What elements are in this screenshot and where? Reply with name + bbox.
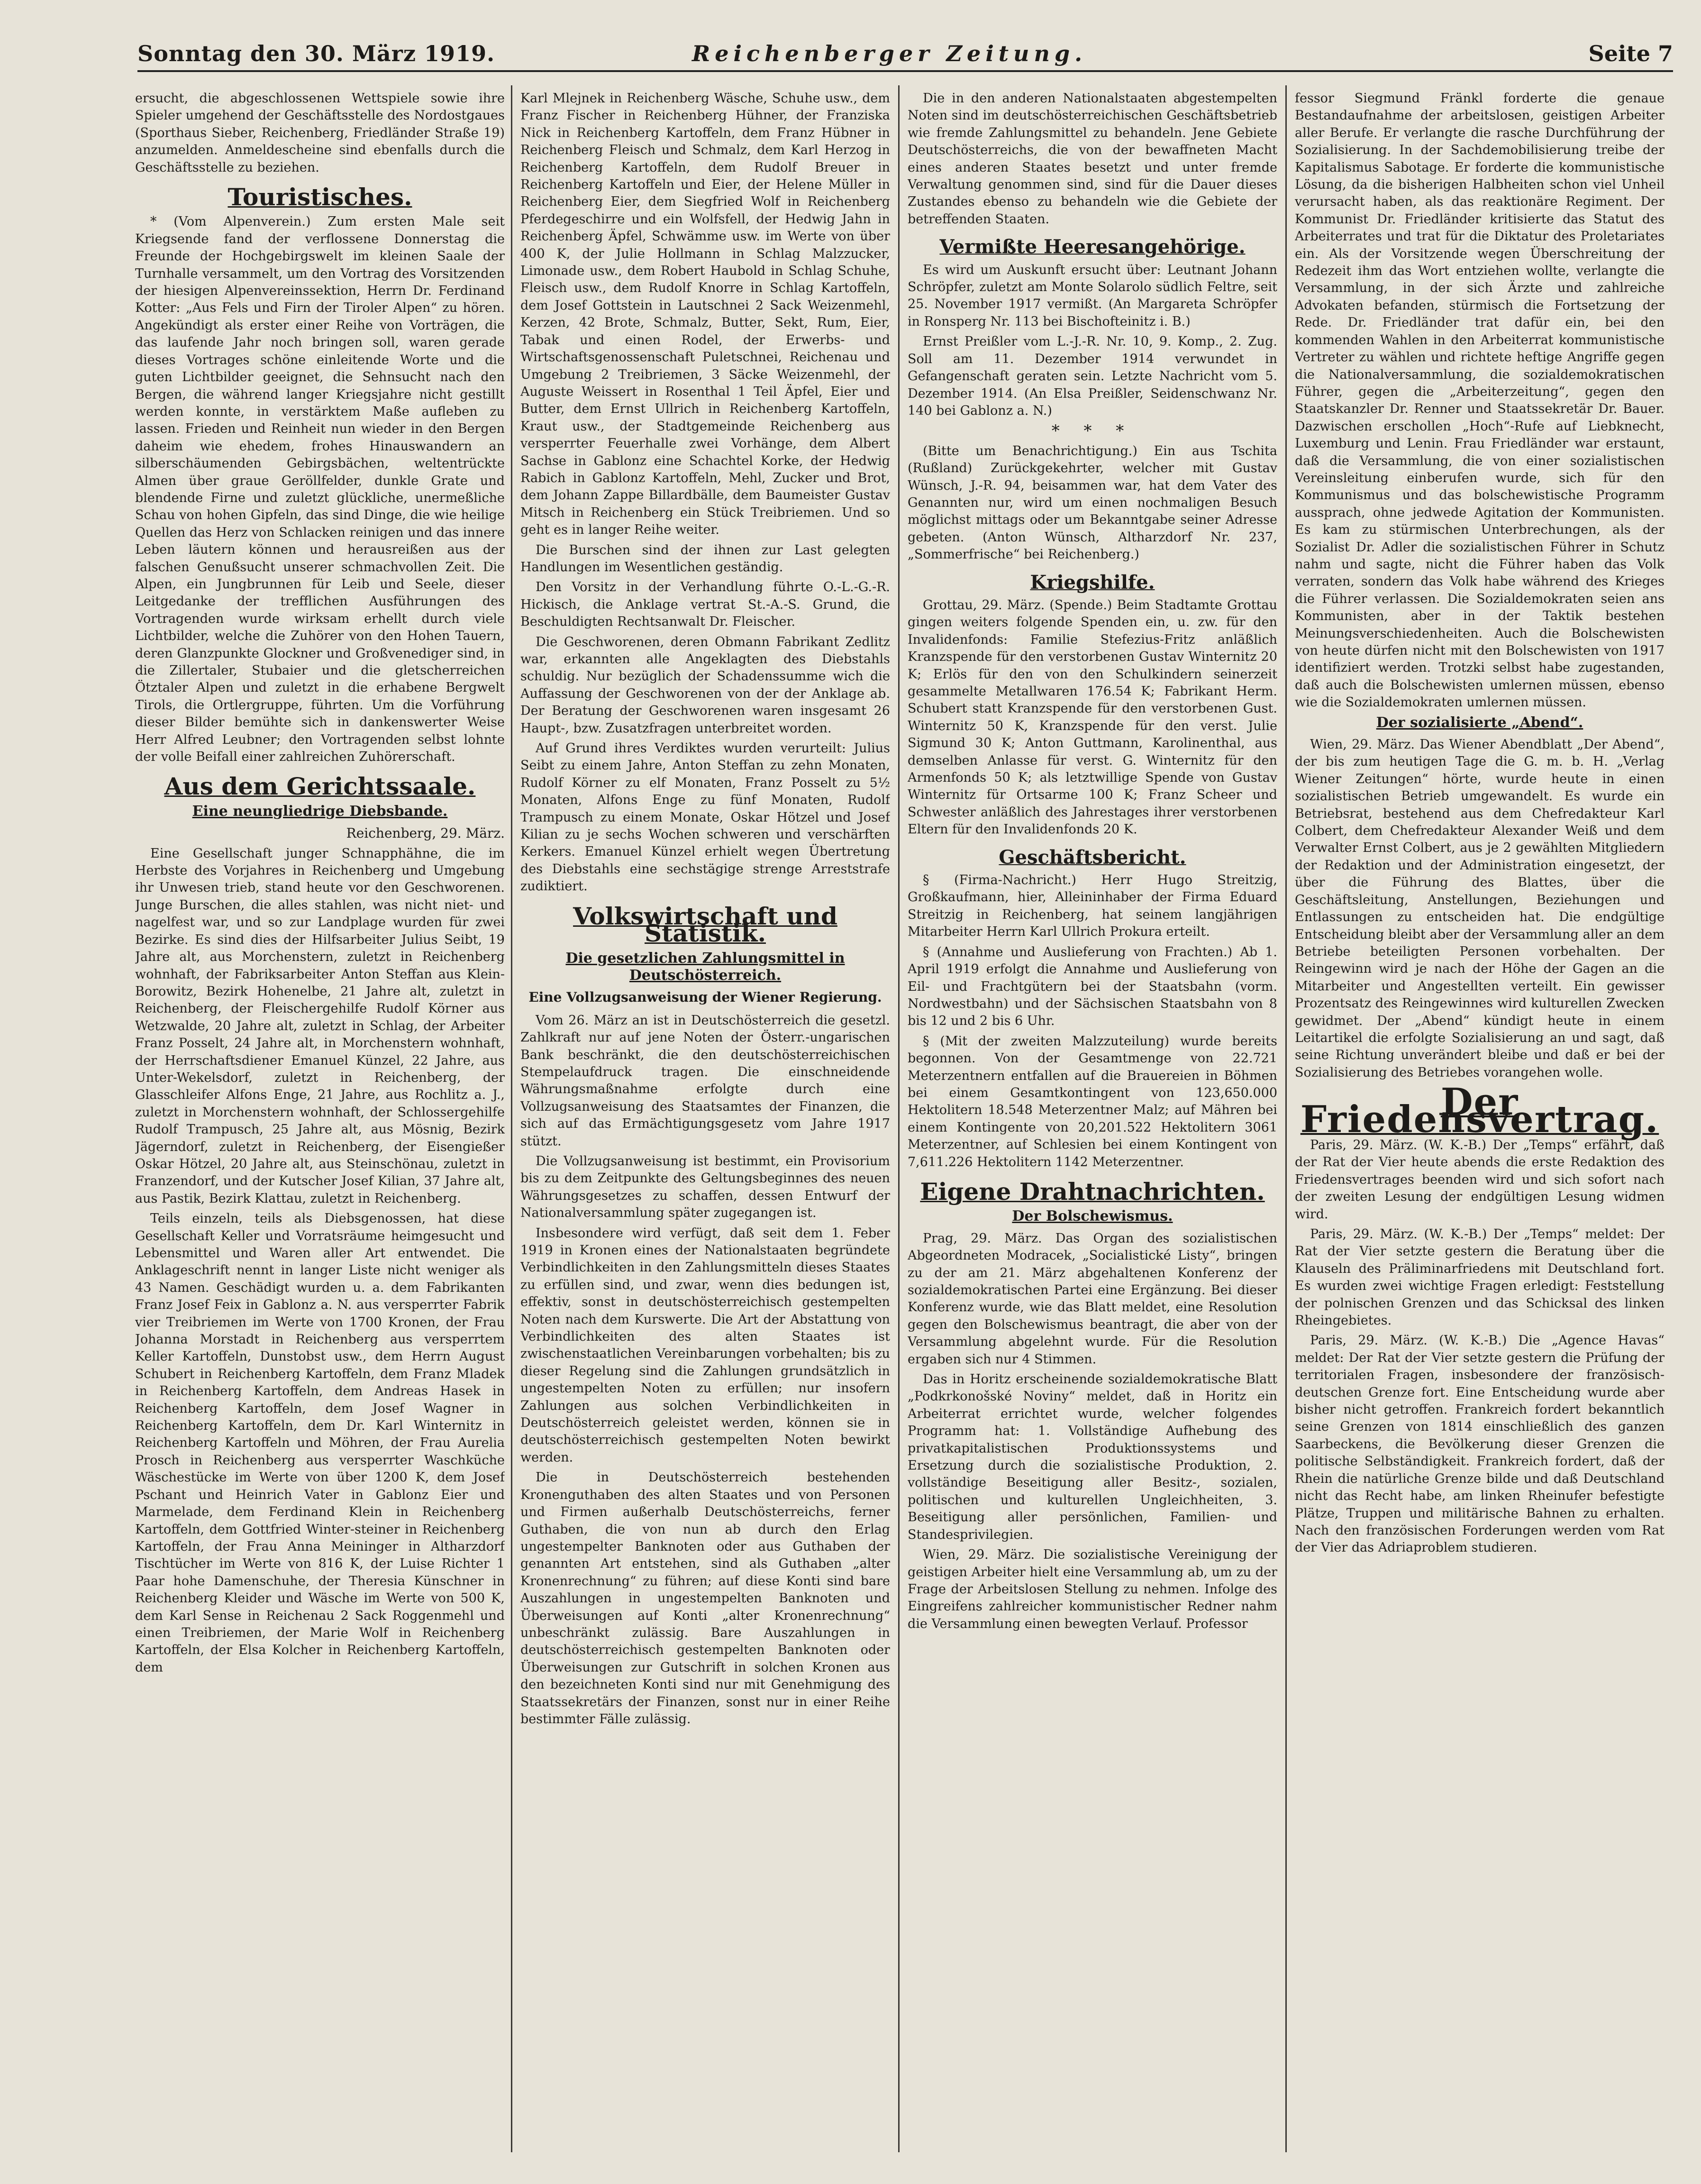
paragraph: Grottau, 29. März. (Spende.) Beim Stadtamte Grottau gingen weiters folgende Spenden ein, u. zw. für den Invalidenfonds: Familie Stefezius-Fritz anläßlich Kranzspende für den verstorbenen Gustav Winternitz 20 K; Erlös für den von den Schulkindern seinerzeit gesammelte Metallwaren 176.54 K; Fabrikant Herm. Schubert statt Kranzspende für den verstorbenen Gust. Winternitz 50 K, Kranzspende für den verst. Julie Sigmund 30 K; Anton Guttmann, Karolinenthal, aus demselben Anlasse für verst. G. Winternitz für den Armenfonds 50 K; als letztwillige Spende von Gustav Winternitz für Ortsarme 100 K; Franz Scheer und Schwester anläßlich des Jahrestages ihrer verstorbenen Eltern für den Invalidenfonds 20 K. — [908, 597, 1277, 837]
issue-date: Sonntag den 30. März 1919. — [137, 41, 495, 66]
paragraph: § (Mit der zweiten Malzzuteilung) wurde bereits begonnen. Von der Gesamtmenge von 22.721 Meterzentnern entfallen auf die Brauereien in Böhmen bei einem Gesamtkontingent von 123,650.000 Hektolitern 18.548 Meterzentner Malz; auf Mähren bei einem Kontingente von 20,201.522 Hektolitern 3061 Meterzentner, auf Schlesien bei einem Kontingent von 7,611.226 Hektolitern 1142 Meterzentner. — [908, 1033, 1277, 1170]
paragraph: Auf Grund ihres Verdiktes wurden verurteilt: Julius Seibt zu einem Jahre, Anton Steffan zu zehn Monaten, Rudolf Körner zu elf Monaten, Franz Posselt zu 5½ Monaten, Alfons Enge zu fünf Monaten, Rudolf Trampusch zu einem Monate, Oskar Hötzel und Josef Kilian zu je sechs Wochen schweren und verschärften Kerkers. Emanuel Künzel erhielt wegen Übertretung des Diebstahls eine sechstägige strenge Arreststrafe zudiktiert. — [520, 741, 890, 894]
section-heading-touristisches: Touristisches. — [227, 183, 412, 211]
section-heading-geschaeftsbericht: Geschäftsbericht. — [999, 846, 1186, 868]
paragraph: Paris, 29. März. (W. K.-B.) Der „Temps“ erfährt, daß der Rat der Vier heute abends die erste Redaktion des Friedensvertrages beenden wird und sich sofort nach der zweiten Lesung der endgültigen Lesung widmen wird. — [1295, 1137, 1665, 1222]
paragraph: Die in den anderen Nationalstaaten abgestempelten Noten sind im deutschösterreichischen Geschäftsbetrieb wie fremde Zahlungsmittel zu behandeln. Jene Gebiete Deutschösterreichs, die von der bewaffneten Macht eines anderen Staates besetzt und unter fremde Verwaltung genommen sind, sind für die Dauer dieses Zustandes ebenso zu behandeln wie die Gebiete der betreffenden Staaten. — [908, 91, 1277, 227]
paragraph: Insbesondere wird verfügt, daß seit dem 1. Feber 1919 in Kronen eines der Nationalstaaten begründete Verbindlichkeiten in den Zahlungsmitteln dieses Staates zu erfüllen sind, und zwar, wenn dies bedungen ist, effektiv, sonst in deutschösterreichisch gestempelten Noten nach dem Kurswerte. Die Art der Abstattung von Verbindlichkeiten des alten Staates ist zwischenstaatlichen Vereinbarungen vorbehalten; bis zu dieser Regelung sind die Zahlungen grundsätzlich in ungestempelten Noten zu erfüllen; nur insofern Zahlungen aus solchen Verbindlichkeiten in Deutschösterreich geleistet werden, können sie in deutschösterreichisch gestempelten Noten bewirkt werden. — [520, 1225, 890, 1465]
paragraph: Paris, 29. März. (W. K.-B.) Der „Temps“ meldet: Der Rat der Vier setzte gestern die Beratung über die Klauseln des Präliminarfriedens mit Deutschland fort. Es wurden zwei wichtige Fragen erledigt: Feststellung der polnischen Grenzen und das Schicksal des linken Rheingebietes. — [1295, 1227, 1665, 1328]
section-heading-kriegshilfe: Kriegshilfe. — [1030, 571, 1155, 594]
article-subheading: Die gesetzlichen Zahlungsmittel in Deutschösterreich. — [565, 950, 845, 984]
paragraph: ersucht, die abgeschlossenen Wettspiele sowie ihre Spieler umgehend der Geschäftsstelle des Nordostgaues (Sporthaus Sieber, Reichenberg, Friedländer Straße 19) anzumelden. Anmeldescheine sind ebenfalls durch die Geschäftsstelle zu beziehen. — [135, 91, 505, 175]
paragraph: Paris, 29. März. (W. K.-B.) Die „Agence Havas“ meldet: Der Rat der Vier setzte gestern die Prüfung der territorialen Fragen, insbesondere der französisch-deutschen Grenze fort. Eine Entscheidung wurde aber bisher nicht getroffen. Frankreich fordert bekanntlich seine Grenzen von 1814 einschließlich des ganzen Saarbeckens, die Bevölkerung dieser Grenzen die politische Selbständigkeit. Frankreich fordert, daß der Rhein die natürliche Grenze bilde und daß Deutschland nicht das Recht habe, am linken Rheinufer befestigte Plätze, Truppen und militärische Bahnen zu erhalten. Nach den französischen Forderungen werden vom Rat der Vier das Adriaproblem studieren. — [1295, 1333, 1665, 1555]
page-number: Seite 7 — [1588, 41, 1673, 66]
dateline: Reichenberg, 29. März. — [346, 825, 505, 841]
article-subheading: Eine neungliedrige Diebsbande. — [192, 803, 448, 820]
section-heading-drahtnachrichten: Eigene Drahtnachrichten. — [920, 1177, 1265, 1206]
paragraph: Wien, 29. März. Die sozialistische Vereinigung der geistigen Arbeiter hielt eine Versammlung ab, um zu der Frage der Arbeitslosen Stellung zu nehmen. Infolge des Eingreifens zahlreicher kommunistischer Redner nahm die Versammlung einen bewegten Verlauf. Professor — [908, 1547, 1277, 1631]
article-subheading: Der Bolschewismus. — [1012, 1208, 1173, 1225]
article-subheading: Der sozialisierte „Abend“. — [1376, 714, 1583, 731]
column-3 — [908, 90, 1277, 2152]
paragraph: Die Burschen sind der ihnen zur Last gelegten Handlungen im Wesentlichen geständig. — [520, 542, 890, 575]
column-rule — [898, 85, 900, 2152]
paragraph: Die Vollzugsanweisung ist bestimmt, ein Provisorium bis zu dem Zeitpunkte des Geltungsbeginnes des neuen Währungsgesetzes zu schaffen, dessen Entwurf der Nationalversammlung später zugegangen ist. — [520, 1153, 890, 1221]
paragraph: (Bitte um Benachrichtigung.) Ein aus Tschita (Rußland) Zurückgekehrter, welcher mit Gustav Wünsch, J.-R. 94, beisammen war, hat dem Vater des Genannten nur, wird um einen nochmaligen Besuch möglichst mittags oder um Bekanntgabe seiner Adresse gebeten. (Anton Wünsch, Altharzdorf Nr. 237, „Sommerfrische“ bei Reichenberg.) — [908, 443, 1277, 562]
paragraph: Vom 26. März an ist in Deutschösterreich die gesetzl. Zahlkraft nur auf jene Noten der Österr.-ungarischen Bank beschränkt, die den deutschösterreichischen Stempelaufdruck tragen. Die einschneidende Währungsmaßnahme erfolgte durch eine Vollzugsanweisung des Staatsamtes der Finanzen, die sich auf das Ermächtigungsgesetz vom Jahre 1917 stützt. — [520, 1013, 890, 1149]
paragraph: Eine Gesellschaft junger Schnapphähne, die im Herbste des Vorjahres in Reichenberg und Umgebung ihr Unwesen trieb, stand heute vor den Geschworenen. Junge Burschen, die alles stahlen, was nicht niet- und nagelfest war, und so zur Landplage wurden für zwei Bezirke. Es sind dies der Hilfsarbeiter Julius Seibt, 19 Jahre alt, aus Morchenstern, zuletzt in Reichenberg wohnhaft, der Fabriksarbeiter Anton Steffan aus Klein-Borowitz, Bezirk Hohenelbe, 21 Jahre alt, zuletzt in Reichenberg, der Fleischergehilfe Rudolf Körner aus Wetzwalde, 20 Jahre alt, zuletzt in Schlag, der Arbeiter Franz Posselt, 24 Jahre alt, in Morchenstern wohnhaft, der Herrschaftsdiener Emanuel Künzel, 22 Jahre, aus Unter-Wekelsdorf, zuletzt in Reichenberg, der Glasschleifer Alfons Enge, 21 Jahre, aus Rochlitz a. J., zuletzt in Morchenstern wohnhaft, der Schlossergehilfe Rudolf Trampusch, 25 Jahre alt, aus Mösnig, Bezirk Jägerndorf, zuletzt in Reichenberg, der Eisengießer Oskar Hötzel, 20 Jahre alt, aus Steinschönau, zuletzt in Franzendorf, und der Kutscher Josef Kilian, 37 Jahre alt, aus Pastik, Bezirk Klattau, zuletzt in Reichenberg. — [135, 846, 505, 1206]
section-heading-vermisste: Vermißte Heeresangehörige. — [939, 236, 1246, 258]
newspaper-name: Reichenberger Zeitung. — [692, 41, 1087, 66]
paragraph: Wien, 29. März. Das Wiener Abendblatt „Der Abend“, der bis zum heutigen Tage die G. m. b. H. „Verlag Wiener Zeitungen“ hörte, wurde heute in einen sozialistischen Betrieb umgewandelt. Es wurde ein Betriebsrat, bestehend aus dem Chefredakteur Karl Colbert, dem Chefredakteur Alexander Weiß und dem Verwalter Ernst Colbert, aus je 2 gewählten Mitgliedern der Redaktion und der Administration eingesetzt, der über die Führung des Blattes, über die Geschäftsleitung, Anstellungen, Beziehungen und Entlassungen zu entscheiden hat. Die endgültige Entscheidung bleibt aber der Versammlung aller an dem Betriebe beteiligten Personen vorbehalten. Der Reingewinn wird je nach der Höhe der Gagen an die Mitarbeiter und Angestellten verteilt. Ein gewisser Prozentsatz des Reingewinnes wird kulturellen Zwecken gewidmet. Der „Abend“ kündigt heute in einem Leitartikel die erfolgte Sozialisierung an und sagt, daß seine Richtung unverändert bleibe und daß er bei der Sozialisierung des Betriebes vorangehen wolle. — [1295, 737, 1665, 1080]
paragraph: Den Vorsitz in der Verhandlung führte O.-L.-G.-R. Hickisch, die Anklage vertrat St.-A.-S. Grund, die Beschuldigten Rechtsanwalt Dr. Fleischer. — [520, 580, 890, 630]
paragraph: § (Annahme und Auslieferung von Frachten.) Ab 1. April 1919 erfolgt die Annahme und Auslieferung von Eil- und Frachtgütern bei der Staatsbahn (vorm. Nordwestbahn) und der Sächsischen Staatsbahn von 8 bis 12 und 2 bis 6 Uhr. — [908, 944, 1277, 1029]
paragraph: Die Geschworenen, deren Obmann Fabrikant Zedlitz war, erkannten alle Angeklagten des Diebstahls schuldig. Nur bezüglich der Schadenssumme wich die Auffassung der Geschworenen von der der Anklage ab. Der Beratung der Geschworenen waren insgesamt 26 Haupt-, bzw. Zusatzfragen unterbreitet worden. — [520, 634, 890, 736]
column-rule — [1285, 85, 1287, 2152]
paragraph: Prag, 29. März. Das Organ des sozialistischen Abgeordneten Modracek, „Socialistické Listy“, bringen zu der am 21. März abgehaltenen Konferenz der sozialdemokratischen Partei eine Ergänzung. Bei dieser Konferenz wurde, wie das Blatt meldet, eine Resolution gegen den Bolschewismus beantragt, die aber von der Versammlung abgelehnt wurde. Für die Resolution ergaben sich nur 4 Stimmen. — [908, 1231, 1277, 1367]
section-heading-gerichtssaal: Aus dem Gerichtssaale. — [164, 772, 476, 801]
separator-stars: * * * — [1051, 421, 1134, 441]
paragraph: Das in Horitz erscheinende sozialdemokratische Blatt „Podkrkonošské Noviny“ meldet, daß in Horitz ein Arbeiterrat errichtet wurde, welcher folgendes Programm hat: 1. Vollständige Aufhebung des privatkapitalistischen Produktionssystems und Ersetzung durch die sozialistische Produktion, 2. vollständige Beseitigung aller Besitz-, sozialen, politischen und kulturellen Ungleichheiten, 3. Beseitigung aller persönlichen, Familien- und Standesprivilegien. — [908, 1372, 1277, 1542]
paragraph: * (Vom Alpenverein.) Zum ersten Male seit Kriegsende fand der verflossene Donnerstag die Freunde der Hochgebirgswelt im kleinen Saale der Turnhalle versammelt, um den Vortrag des Vorsitzenden der hiesigen Alpenvereinssektion, Herrn Dr. Ferdinand Kotter: „Aus Fels und Firn der Tiroler Alpen“ zu hören. Angekündigt als erster einer Reihe von Vorträgen, die das laufende Jahr noch bringen soll, waren gerade dieses Vortrages schöne einleitende Worte und die guten Lichtbilder geeignet, die Sehnsucht nach den Bergen, die während langer Kriegsjahre nicht gestillt werden konnte, in verstärktem Maße aufleben zu lassen. Frieden und Reinheit nun wieder in den Bergen daheim wie ehedem, frohes Hinauswandern an silberschäumenden Gebirgsbächen, weltentrückte Almen über graue Geröllfelder, dunkle Grate und blendende Firne und zuletzt glückliche, unermeßliche Schau von hohen Gipfeln, das sind Dinge, die wie heilige Quellen das Herz von Schlacken reinigen und das innere Leben läutern können und herausreißen aus der falschen Genußsucht unserer schmachvollen Zeit. Die Alpen, ein Jungbrunnen für Leib und Seele, dieser Leitgedanke der trefflichen Ausführungen des Vortragenden wurde wirksam erhellt durch viele Lichtbilder, welche die Zuhörer von den Hohen Tauern, deren Glanzpunkte Glockner und Großvenediger sind, in die Zillertaler, Stubaier und die gletscherreichen Ötztaler Alpen und zuletzt in die erhabene Bergwelt Tirols, die Ortlergruppe, führten. Um die Vorführung dieser Bilder bemühte sich in dankenswerter Weise Herr Alfred Leubner; den Vortragenden selbst lohnte der volle Beifall einer zahlreichen Zuhörerschaft. — [135, 214, 505, 765]
masthead — [137, 37, 1673, 72]
paragraph: Die in Deutschösterreich bestehenden Kronenguthaben des alten Staates und von Personen und Firmen außerhalb Deutschösterreichs, ferner Guthaben, die von nun ab durch den Erlag ungestempelter Banknoten oder aus Guthaben der genannten Art entstehen, sind als Guthaben „alter Kronenrechnung“ zu führen; auf diese Konti sind bare Auszahlungen in ungestempelten Banknoten und Überweisungen auf Konti „alter Kronenrechnung“ unbeschränkt zulässig. Bare Auszahlungen in deutschösterreichisch gestempelten Banknoten oder Überweisungen zur Gutschrift in solchen Kronen aus den bezeichneten Konti sind nur mit Genehmigung des Staatssekretärs der Finanzen, sonst nur in einer Reihe bestimmter Fälle zulässig. — [520, 1470, 890, 1727]
column-rule — [511, 85, 512, 2152]
section-heading-volkswirtschaft: Volkswirtschaft und Statistik. — [573, 902, 837, 948]
article-subheading-2: Eine Vollzugsanweisung der Wiener Regierung. — [528, 989, 882, 1005]
paragraph: Ernst Preißler vom L.-J.-R. Nr. 10, 9. Komp., 2. Zug. Soll am 11. Dezember 1914 verwundet in Gefangenschaft geraten sein. Letzte Nachricht vom 5. Dezember 1914. (An Elsa Preißler, Seidenschwanz Nr. 140 bei Gablonz a. N.) — [908, 334, 1277, 418]
paragraph: fessor Siegmund Fränkl forderte die genaue Bestandaufnahme der arbeitslosen, geistigen Arbeiter aller Berufe. Er verlangte die rasche Durchführung der Sozialisierung. In der Sachdemobilisierung treibe der Kapitalismus Sabotage. Er forderte die kommunistische Lösung, da die bisherigen Halbheiten schon viel Unheil verursacht haben, als das reaktionäre Regiment. Der Kommunist Dr. Friedländer kritisierte das Statut des Arbeiterrates und trat für die Diktatur des Proletariates ein. Als der Vorsitzende wegen Überschreitung der Redezeit ihm das Wort entziehen wollte, verlangte die Versammlung, in der sich Ärzte und zahlreiche Advokaten befanden, stürmisch die Fortsetzung der Rede. Dr. Friedländer trat dafür ein, bei den kommenden Wahlen in den Arbeiterrat kommunistische Vertreter zu wählen und richtete heftige Angriffe gegen die Nationalversammlung, die sozialdemokratischen Führer, gegen die „Arbeiterzeitung“, gegen den Staatskanzler Dr. Renner und Staatssekretär Dr. Bauer. Dazwischen erschollen „Hoch“-Rufe auf Liebknecht, Luxemburg und Lenin. Frau Friedländer war erstaunt, daß die Versammlung, die von einer sozialistischen Vereinsleitung einberufen wurde, sich für den Kommunismus und das bolschewistische Programm aussprach, ohne jedwede Agitation der Kommunisten. Es kam zu stürmischen Unterbrechungen, als der Sozialist Dr. Adler die sozialistischen Führer in Schutz nahm und sagte, nicht die Führer haben das Volk verraten, sondern das Volk habe während des Krieges die Führer verlassen. Die Sozialdemokraten seien ans Kommunisten, aber in der Taktik bestehen Meinungsverschiedenheiten. Auch die Bolschewisten von heute dürfen nicht mit den Bolschewisten von 1917 identifiziert werden. Trotzki selbst habe zugestanden, daß auch die Bolschewisten umlernen müssen, ebenso wie die Sozialdemokraten umlernen müssen. — [1295, 91, 1665, 710]
paragraph: Karl Mlejnek in Reichenberg Wäsche, Schuhe usw., dem Franz Fischer in Reichenberg Hühner, der Franziska Nick in Reichenberg Kartoffeln, dem Franz Hübner in Reichenberg Fleisch und Schmalz, dem Karl Herzog in Reichenberg Kartoffeln, dem Rudolf Breuer in Reichenberg Kartoffeln und Eier, der Helene Müller in Reichenberg Eier, dem Siegfried Wolf in Reichenberg Pferdegeschirre und ein Wolfsfell, der Hedwig Jahn in Reichenberg Äpfel, Schwämme usw. im Werte von über 400 K, der Julie Hollmann in Schlag Malzzucker, Limonade usw., dem Robert Haubold in Schlag Schuhe, Fleisch usw., dem Rudolf Knorre in Schlag Kartoffeln, dem Josef Gottstein in Lautschnei 2 Sack Weizenmehl, Kerzen, 42 Brote, Schmalz, Butter, Sekt, Rum, Eier, Tabak und einen Rodel, der Erwerbs- und Wirtschaftsgenossenschaft Puletschnei, Reichenau und Umgebung 2 Treibriemen, 3 Säcke Weizenmehl, der Auguste Weissert in Rosenthal 1 Teil Äpfel, Eier und Butter, dem Ernst Ullrich in Reichenberg Kartoffeln, Kraut usw., der Stadtgemeinde Reichenberg aus versperrter Feuerhalle zwei Vorhänge, dem Albert Sachse in Gablonz eine Schachtel Korke, der Hedwig Rabich in Gablonz Kartoffeln, Mehl, Zucker und Brot, dem Johann Zappe Billardbälle, dem Baumeister Gustav Mitsch in Reichenberg ein Stück Treibriemen. Und so geht es in langer Reihe weiter. — [520, 91, 890, 538]
column-4 — [1295, 90, 1665, 2152]
paragraph: Teils einzeln, teils als Diebsgenossen, hat diese Gesellschaft Keller und Vorratsräume heimgesucht und Lebensmittel und Waren aller Art entwendet. Die Anklageschrift nennt in langer Liste nicht weniger als 43 Namen. Geschädigt wurden u. a. dem Fabrikanten Franz Josef Feix in Gablonz a. N. aus versperrter Fabrik vier Treibriemen im Werte von 1700 Kronen, der Frau Johanna Morstadt in Reichenberg aus versperrtem Keller Kartoffeln, Dunstobst usw., dem Herrn August Schubert in Reichenberg Kartoffeln, dem Franz Mladek in Reichenberg Kartoffeln, dem Andreas Hasek in Reichenberg Kartoffeln, dem Josef Wagner in Reichenberg Kartoffeln, dem Dr. Karl Winternitz in Reichenberg Kartoffeln und Möhren, der Frau Aurelia Prosch in Reichenberg aus versperrter Waschküche Wäschestücke im Werte von über 1200 K, dem Josef Pschant und Heinrich Vater in Gablonz Eier und Marmelade, dem Ferdinand Klein in Reichenberg Kartoffeln, dem Gottfried Winter-steiner in Reichenberg Kartoffeln, der Frau Anna Meininger in Altharzdorf Tischtücher im Werte von 816 K, der Luise Richter 1 Paar hohe Damenschuhe, der Theresia Künschner in Reichenberg Kleider und Wäsche im Werte von 500 K, dem Karl Sense in Reichenau 2 Sack Roggenmehl und einen Treibriemen, der Marie Wolf in Reichenberg Kartoffeln, der Elsa Kolcher in Reichenberg Kartoffeln, dem — [135, 1211, 505, 1675]
column-1 — [135, 90, 505, 2152]
paragraph: § (Firma-Nachricht.) Herr Hugo Streitzig, Großkaufmann, hier, Alleininhaber der Firma Eduard Streitzig in Reichenberg, hat seinem langjährigen Mitarbeiter Herrn Karl Ullrich Prokura erteilt. — [908, 873, 1277, 940]
column-2 — [520, 90, 890, 2152]
paragraph: Es wird um Auskunft ersucht über: Leutnant Johann Schröpfer, zuletzt am Monte Solarolo südlich Feltre, seit 25. November 1917 vermißt. (An Margareta Schröpfer in Ronsperg Nr. 113 bei Bischofteinitz i. B.) — [908, 262, 1277, 329]
section-heading-friedensvertrag: Der Friedensvertrag. — [1300, 1080, 1659, 1141]
